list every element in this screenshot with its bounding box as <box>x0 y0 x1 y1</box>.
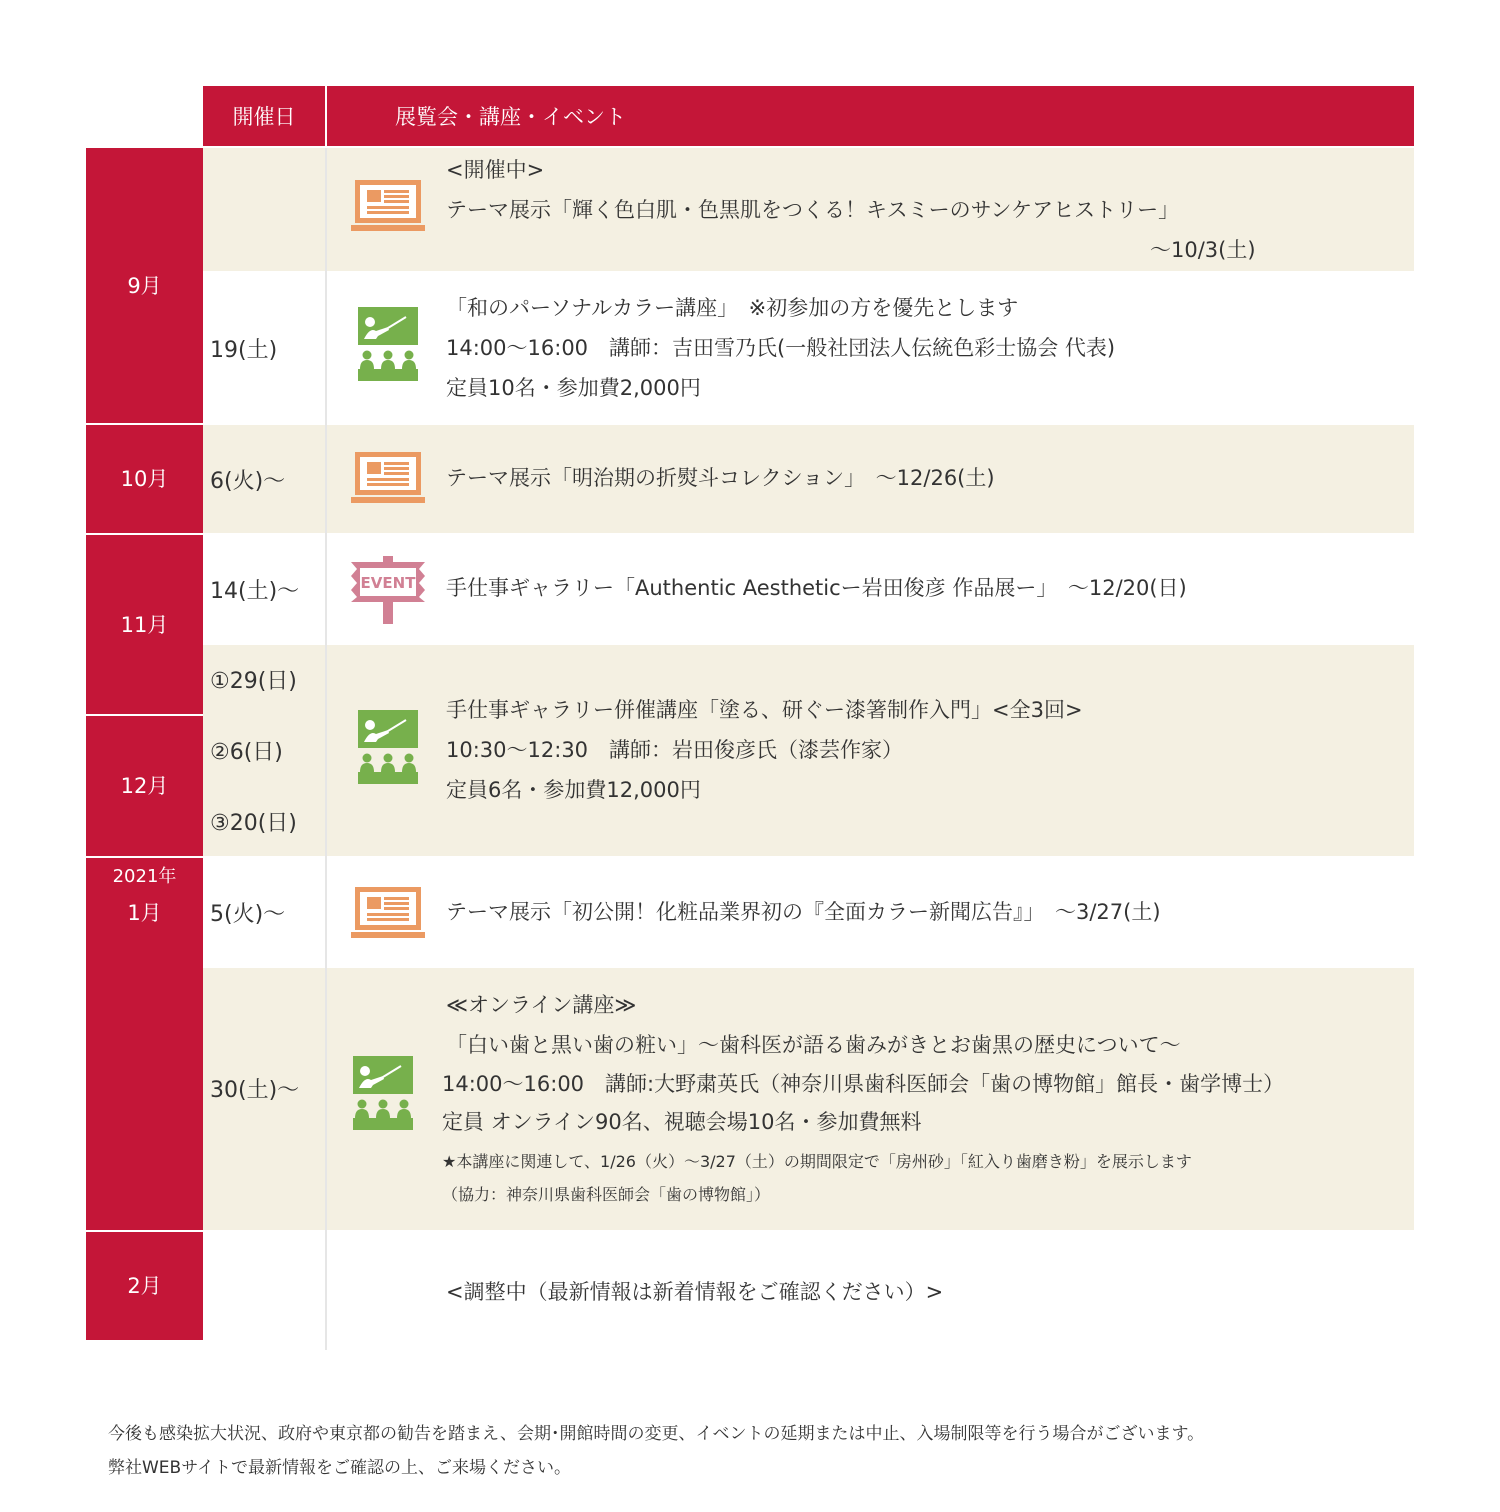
event-date: 14(土)～ <box>210 578 300 604</box>
event-date: 19(土) <box>210 337 278 363</box>
event-line: 定員6名・参加費12,000円 <box>446 778 701 802</box>
month-label: 10月 <box>120 467 169 491</box>
header-event-cell <box>327 86 1414 146</box>
lecture-icon <box>353 1056 413 1132</box>
month-january <box>86 858 203 1230</box>
event-line: 手仕事ギャラリー「Authentic Aestheticー岩田俊彦 作品展ー」 ～12/20(日) <box>446 576 1187 600</box>
event-date: 6(火)～ <box>210 468 286 494</box>
event-date: ①29(日) <box>210 668 297 694</box>
event-line: 手仕事ギャラリー併催講座「塗る、研ぐー漆箸制作入門」<全3回> <box>446 698 1083 722</box>
event-line: 10:30～12:30 講師：岩田俊彦氏（漆芸作家） <box>446 738 904 762</box>
event-line: ～10/3(土) <box>1150 238 1256 262</box>
event-line: 14:00～16:00 講師:大野粛英氏（神奈川県歯科医師会「歯の博物館」館長・歯学博士） <box>442 1072 1285 1096</box>
header-event-label: 展覧会・講座・イベント <box>395 105 626 129</box>
month-label: 2月 <box>127 1274 162 1298</box>
footer-note: 今後も感染拡大状況、政府や東京都の勧告を踏まえ、会期･開館時間の変更、イベントの延期または中止、入場制限等を行う場合がございます。 <box>108 1424 1205 1444</box>
event-line: <調整中（最新情報は新着情報をご確認ください）> <box>446 1280 944 1304</box>
event-date: 5(火)～ <box>210 901 286 927</box>
lecture-icon <box>358 710 418 786</box>
month-october <box>86 425 203 533</box>
event-note-line: ★本講座に関連して、1/26（火）～3/27（土）の期間限定で「房州砂」「紅入り歯磨き粉」を展示します <box>442 1152 1192 1171</box>
exhibition-icon <box>351 885 425 939</box>
event-line: 「和のパーソナルカラー講座」 ※初参加の方を優先とします <box>446 296 1019 320</box>
event-line: 定員10名・参加費2,000円 <box>446 376 701 400</box>
event-line: <開催中> <box>446 158 545 182</box>
event-line: 「白い歯と黒い歯の粧い」～歯科医が語る歯みがきとお歯黒の歴史について～ <box>446 1033 1181 1057</box>
event-date: ②6(日) <box>210 739 283 765</box>
event-icon-label: EVENT <box>360 574 416 592</box>
event-line: テーマ展示「初公開！化粧品業界初の『全面カラー新聞広告』」 ～3/27(土) <box>446 900 1161 924</box>
event-line: 14:00～16:00 講師：吉田雪乃氏(一般社団法人伝統色彩士協会 代表) <box>446 336 1116 360</box>
month-february <box>86 1232 203 1340</box>
event-note-line: （協力：神奈川県歯科医師会「歯の博物館」） <box>442 1185 771 1204</box>
event-date: 30(土)～ <box>210 1077 300 1103</box>
month-label: 12月 <box>120 774 169 798</box>
exhibition-icon <box>351 178 425 232</box>
event-line: 定員 オンライン90名、視聴会場10名・参加費無料 <box>442 1110 922 1134</box>
column-divider <box>325 148 327 1350</box>
event-date: ③20(日) <box>210 810 297 836</box>
month-november <box>86 535 203 714</box>
footer-note: 弊社WEBサイトで最新情報をご確認の上、ご来場ください。 <box>108 1458 572 1478</box>
header-date-label: 開催日 <box>232 105 296 129</box>
lecture-icon <box>358 307 418 383</box>
event-line: ≪オンライン講座≫ <box>446 993 637 1017</box>
month-label: 11月 <box>120 612 169 637</box>
month-december <box>86 716 203 856</box>
event-icon <box>349 556 427 624</box>
month-label: 1月 <box>127 901 162 925</box>
header-date-cell <box>203 86 325 146</box>
exhibition-icon <box>351 450 425 504</box>
event-line: テーマ展示「輝く色白肌・色黒肌をつくる！キスミーのサンケアヒストリー」 <box>446 198 1180 222</box>
month-year-label: 2021年 <box>112 866 177 887</box>
month-label: 9月 <box>127 273 162 298</box>
event-line: テーマ展示「明治期の折熨斗コレクション」 ～12/26(土) <box>446 466 995 490</box>
month-september <box>86 148 203 423</box>
